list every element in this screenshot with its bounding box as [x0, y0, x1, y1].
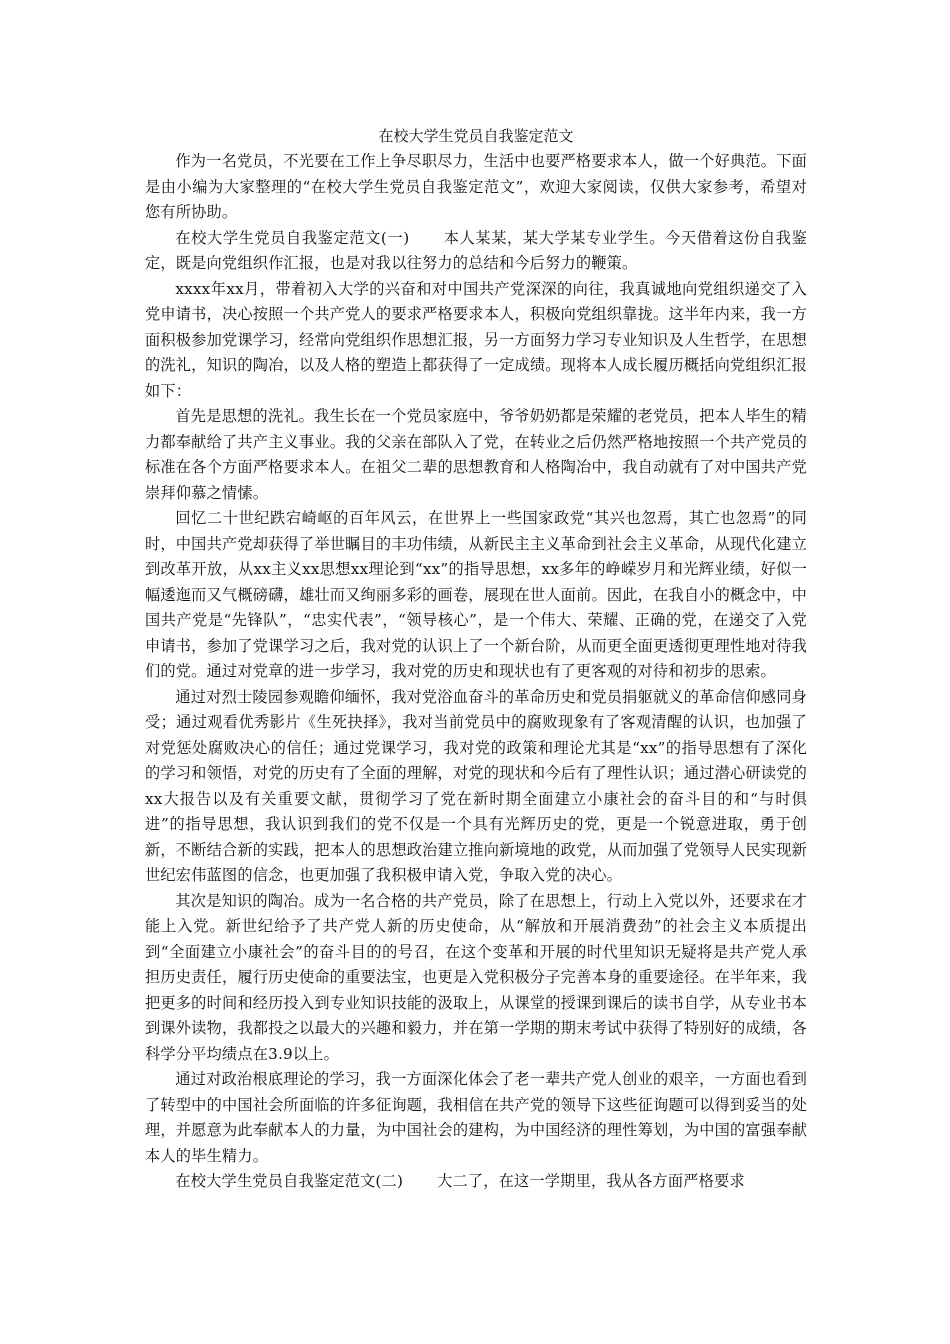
- body-paragraph-thought: 首先是思想的洗礼。我生长在一个党员家庭中，爷爷奶奶都是荣耀的老党员，把本人毕生的精力都奉献给了共产主义事业。我的父亲在部队入了党，在转业之后仍然严格地按照一个共产党员的标准在各个方面严格要求本人。在祖父二辈的思想教育和人格陶冶中，我自动就有了对中国共产党崇拜仰慕之情愫。: [145, 407, 807, 502]
- section-one-heading: 在校大学生党员自我鉴定范文(一): [175, 228, 410, 247]
- section-two-text: 大二了，在这一学期里，我从各方面严格要求: [437, 1172, 745, 1190]
- body-paragraph-application: xxxx年xx月，带着初入大学的兴奋和对中国共产党深深的向往，我真诚地向党组织递交了入党申请书，决心按照一个共产党人的要求严格要求本人，积极向党组织靠拢。这半年内来，我一方面积极参加党课学习，经常向党组织作思想汇报，另一方面努力学习专业知识及人生哲学，在思想的洗礼，知识的陶冶，以及人格的塑造上都获得了一定成绩。现将本人成长履历概括向党组织汇报如下：: [145, 279, 807, 400]
- document-title: 在校大学生党员自我鉴定范文: [378, 127, 574, 145]
- document-page: [145, 126, 807, 1195]
- body-paragraph-knowledge: 其次是知识的陶冶。成为一名合格的共产党员，除了在思想上，行动上入党以外，还要求在才能上入党。新世纪给予了共产党人新的历史使命，从“解放和开展消费劲”的社会主义本质提出到“全面建立小康社会”的奋斗目的的号召，在这个变革和开展的时代里知识无疑将是共产党人承担历史责任，履行历史使命的重要法宝，也更是入党积极分子完善本身的重要途径。在半年来，我把更多的时间和经历投入到专业知识技能的汲取上，从课堂的授课到课后的读书自学，从专业书本到课外读物，我都投之以最大的兴趣和毅力，并在第一学期的期末考试中获得了特别好的成绩，各科学分平均绩点在3.9以上。: [145, 891, 807, 1063]
- section-two-heading: 在校大学生党员自我鉴定范文(二): [175, 1172, 404, 1190]
- section-two-paragraph: [145, 1169, 807, 1195]
- section-one-paragraph: [145, 226, 807, 277]
- body-paragraph-learning: 通过对烈士陵园参观瞻仰缅怀，我对党浴血奋斗的革命历史和党员捐躯就义的革命信仰感同身受；通过观看优秀影片《生死抉择》，我对当前党员中的腐败现象有了客观清醒的认识，也加强了对党惩处腐败决心的信任；通过党课学习，我对党的政策和理论尤其是“xx”的指导思想有了深化的学习和领悟，对党的历史有了全面的理解，对党的现状和今后有了理性认识；通过潜心研读党的xx大报告以及有关重要文献，贯彻学习了党在新时期全面建立小康社会的奋斗目的和“与时俱进”的指导思想，我认识到我们的党不仅是一个具有光辉历史的党，更是一个锐意进取，勇于创新，不断结合新的实践，把本人的思想政治建立推向新境地的政党，从而加强了党领导人民实现新世纪宏伟蓝图的信念，也更加强了我积极申请入党，争取入党的决心。: [145, 687, 807, 884]
- section-one-text: 本人某某，某大学某专业学生。今天借着这份自我鉴定，既是向党组织作汇报，也是对我以往努力的总结和今后努力的鞭策。: [145, 228, 807, 272]
- intro-paragraph: 作为一名党员，不光要在工作上争尽职尽力，生活中也要严格要求本人，做一个好典范。下面是由小编为大家整理的“在校大学生党员自我鉴定范文”，欢迎大家阅读，仅供大家参考，希望对您有所协助。: [145, 152, 807, 221]
- body-paragraph-theory: 通过对政治根底理论的学习，我一方面深化体会了老一辈共产党人创业的艰辛，一方面也看到了转型中的中国社会所面临的许多征询题，我相信在共产党的领导下这些征询题可以得到妥当的处理，并愿意为此奉献本人的力量，为中国社会的建构，为中国经济的理性筹划，为中国的富强奉献本人的毕生精力。: [145, 1070, 807, 1165]
- body-paragraph-history: 回忆二十世纪跌宕崎岖的百年风云，在世界上一些国家政党“其兴也忽焉，其亡也忽焉”的同时，中国共产党却获得了举世瞩目的丰功伟绩，从新民主主义革命到社会主义革命，从现代化建立到改革开放，从xx主义xx思想xx理论到“xx”的指导思想，xx多年的峥嵘岁月和光辉业绩，好似一幅逶迤而又气概磅礴，雄壮而又绚丽多彩的画卷，展现在世人面前。因此，在我自小的概念中，中国共产党是“先锋队”，“忠实代表”，“领导核心”，是一个伟大、荣耀、正确的党，在递交了入党申请书，参加了党课学习之后，我对党的认识上了一个新台阶，从而更全面更透彻更理性地对待我们的党。通过对党章的进一步学习，我对党的历史和现状也有了更客观的对待和初步的思索。: [145, 509, 807, 680]
